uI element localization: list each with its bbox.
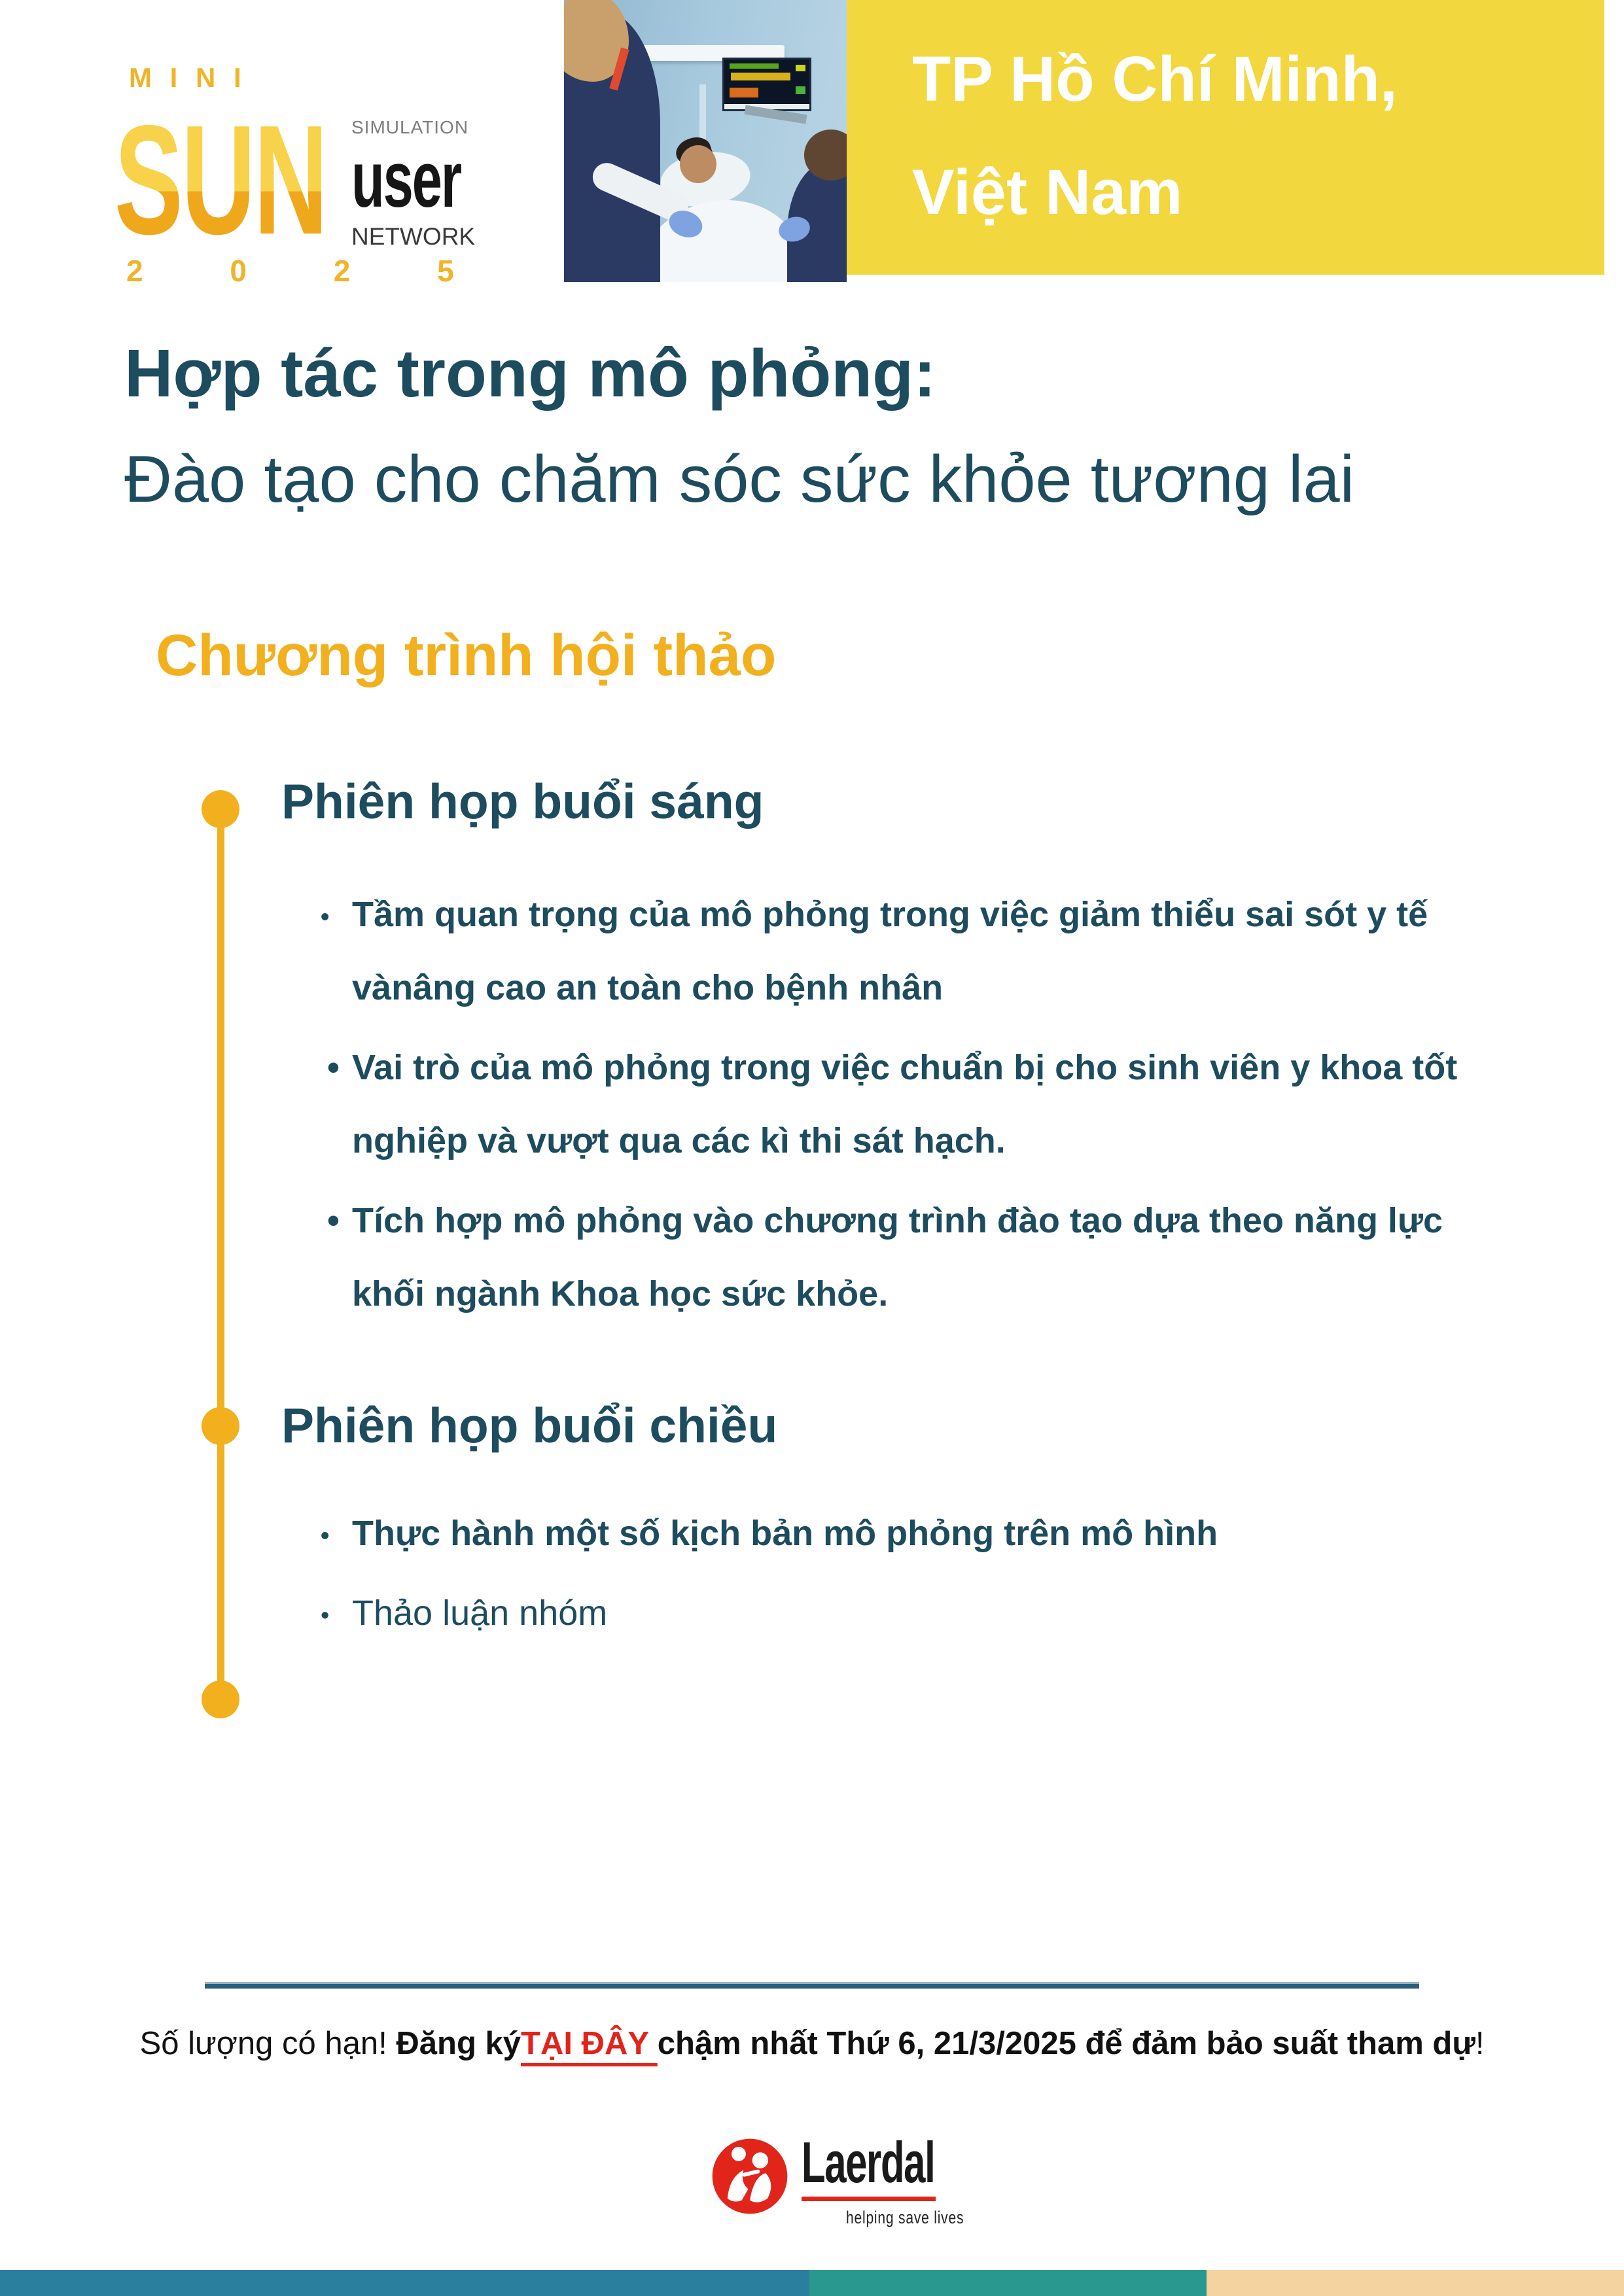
photo-patient-monitor <box>722 58 811 111</box>
timeline-dot-end <box>202 1680 239 1718</box>
timeline-line <box>217 809 224 1699</box>
monitor-green-trace <box>730 63 779 69</box>
laerdal-text-block <box>802 2130 997 2228</box>
list-item <box>314 1184 1498 1331</box>
mini-sun-2025-logo <box>115 62 553 288</box>
list-item-text: Vai trò của mô phỏng trong việc chuẩn bị cho sinh viên y khoa tốt nghiệp và vượt qua các kì thi sát hạch. <box>352 1048 1458 1160</box>
logo-year-text: 2 0 2 5 <box>126 254 493 288</box>
laerdal-mark-icon <box>710 2134 790 2219</box>
location-line2: Việt Nam <box>912 156 1183 228</box>
timeline-dot-afternoon <box>202 1407 239 1445</box>
list-item <box>314 1031 1498 1177</box>
footer-stripe-sand <box>1207 2270 1624 2296</box>
footer-divider-line <box>205 1982 1419 1989</box>
monitor-green-value <box>796 86 806 94</box>
location-banner <box>847 0 1604 275</box>
laerdal-wordmark: Laerdal <box>802 2130 935 2195</box>
laerdal-logo <box>710 2130 997 2228</box>
bullet-icon: • <box>327 1048 340 1087</box>
registration-note <box>0 2025 1624 2062</box>
list-item-text: Tích hợp mô phỏng vào chương trình đào tạo dựa theo năng lực khối ngành Khoa học sức khỏe. <box>352 1201 1443 1313</box>
monitor-orange-value <box>730 88 758 97</box>
list-item-text: Thực hành một số kịch bản mô phỏng trên mô hình <box>352 1514 1218 1553</box>
logo-simulation-text: SIMULATION <box>351 117 469 137</box>
session-morning-title: Phiên họp buổi sáng <box>281 774 764 829</box>
session-afternoon-list <box>314 1497 1498 1650</box>
timeline-dot-morning <box>202 790 239 828</box>
laerdal-red-rule <box>802 2197 936 2201</box>
registration-detail: chậm nhất Thứ 6, 21/3/2025 để đảm bảo suất tham dự <box>657 2026 1475 2061</box>
registration-action: Đăng ký <box>396 2026 521 2061</box>
location-text <box>912 43 1398 228</box>
bullet-icon: • <box>327 1201 340 1240</box>
logo-mini-text: M I N I <box>129 62 247 93</box>
logo-caption <box>351 117 521 251</box>
list-item <box>314 878 1498 1024</box>
monitor-yellow-value <box>796 65 806 72</box>
bullet-icon: • <box>321 1522 330 1550</box>
session-afternoon-title: Phiên họp buổi chiều <box>281 1398 778 1453</box>
footer-stripe-teal-green <box>809 2270 1207 2296</box>
logo-sun-text: SUN <box>115 94 327 267</box>
bullet-icon: • <box>321 1602 330 1629</box>
list-item-text: Thảo luận nhóm <box>352 1593 608 1633</box>
list-item <box>314 1497 1498 1570</box>
list-item-text: Tầm quan trọng của mô phỏng trong việc giảm thiểu sai sót y tế vànâng cao an toàn cho bệnh nhân <box>352 895 1428 1007</box>
page-title-line1: Hợp tác trong mô phỏng: <box>124 336 936 411</box>
registration-suffix: ! <box>1475 2026 1485 2061</box>
bullet-icon: • <box>321 903 330 931</box>
simulation-training-photo <box>564 0 847 282</box>
footer-stripe-teal-blue <box>0 2270 809 2296</box>
monitor-yellow-trace <box>731 73 790 80</box>
agenda-heading: Chương trình hội thảo <box>156 622 777 687</box>
location-line1: TP Hồ Chí Minh, <box>912 43 1398 114</box>
session-morning-list <box>314 878 1498 1331</box>
registration-link[interactable]: TẠI ĐÂY <box>521 2026 658 2061</box>
logo-network-text: NETWORK <box>351 222 476 250</box>
logo-user-text: user <box>351 135 461 224</box>
laerdal-tagline: helping save lives <box>845 2208 964 2227</box>
list-item <box>314 1576 1498 1650</box>
registration-prefix: Số lượng có hạn! <box>139 2026 397 2061</box>
page-title-line2: Đào tạo cho chăm sóc sức khỏe tương lai <box>124 443 1355 516</box>
photo-manikin-head <box>680 145 716 183</box>
